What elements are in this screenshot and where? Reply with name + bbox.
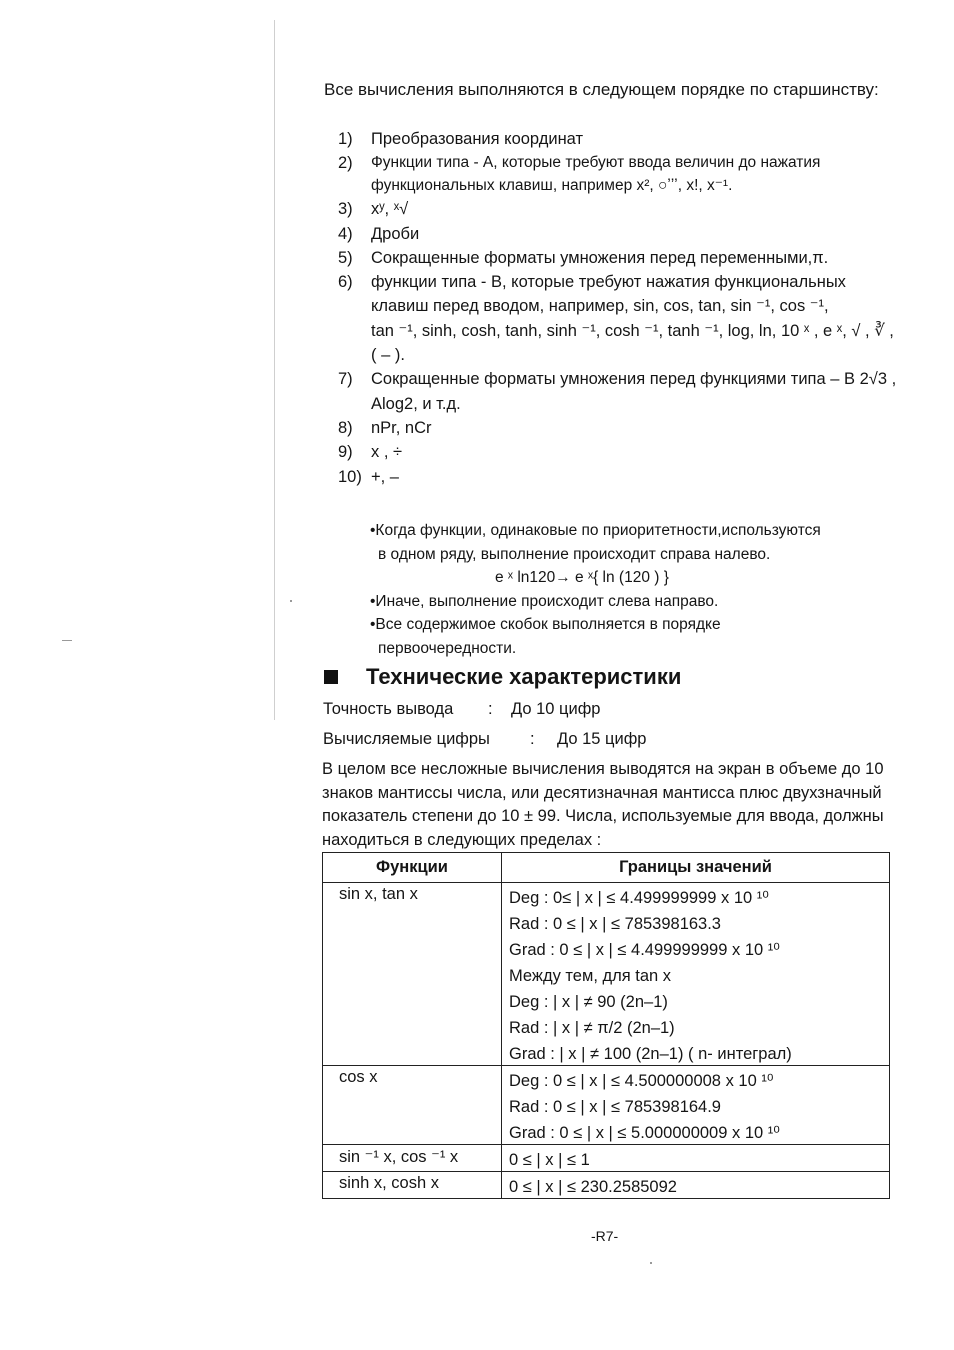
item-number: 5) (338, 248, 353, 267)
item-text: nPr, nCr (371, 418, 432, 437)
range-line: Grad : | x | ≠ 100 (2n–1) ( n- интеграл) (509, 1045, 792, 1063)
function-cell: sinh x, cosh x (323, 1172, 502, 1199)
function-cell: sin x, tan x (323, 883, 502, 1066)
spec-separator: : (530, 730, 535, 748)
intro-text: Все вычисления выполняются в следующем порядке по старшинству: (324, 80, 879, 99)
scan-artifact (62, 640, 72, 641)
note-text: первоочередности. (378, 639, 517, 657)
column-header: Функции (323, 853, 502, 883)
item-number: 3) (338, 200, 353, 219)
spec-value: До 15 цифр (557, 730, 647, 748)
item-number: 2) (338, 154, 353, 173)
item-number: 7) (338, 370, 353, 389)
item-text: x , ÷ (371, 443, 403, 462)
range-cell (502, 1172, 890, 1199)
item-text: Преобразования координат (371, 130, 584, 148)
item-number: 9) (338, 443, 353, 462)
item-text: функции типа - В, которые требуют нажатия функциональных клавиш перед вводом, например, sin, cos, tan, sin ⁻¹, cos ⁻¹, (371, 273, 846, 316)
list-item (338, 367, 898, 416)
note-text: в одном ряду, выполнение происходит справа налево. (378, 545, 771, 563)
list-item (338, 416, 898, 440)
list-item (338, 270, 898, 319)
section-title: Технические характеристики (366, 664, 682, 689)
value-limits-table (322, 852, 890, 1199)
precedence-list (338, 127, 898, 489)
scan-artifact (650, 1262, 652, 1264)
scan-artifact (290, 600, 292, 602)
column-header: Границы значений (502, 853, 890, 883)
range-line: 0 ≤ | x | ≤ 230.2585092 (509, 1178, 677, 1196)
list-item (338, 465, 898, 489)
range-line: Deg : | x | ≠ 90 (2n–1) (509, 993, 668, 1011)
note-text: •Когда функции, одинаковые по приоритетности,используются (370, 522, 821, 539)
scan-artifact (274, 20, 275, 720)
note-text: •Все содержимое скобок выполняется в порядке (370, 616, 721, 633)
table-row (323, 1066, 890, 1145)
spec-separator: : (488, 700, 493, 718)
range-line: Rad : 0 ≤ | x | ≤ 785398163.3 (509, 915, 721, 933)
note-text: •Иначе, выполнение происходит слева направо. (370, 592, 719, 610)
range-line: Grad : 0 ≤ | x | ≤ 5.000000009 x 10 ¹⁰ (509, 1124, 780, 1142)
item-number: 1) (338, 130, 353, 148)
section-heading (324, 664, 681, 690)
item-text: Сокращенные форматы умножения перед функциями типа – B 2√3 , Alog2, и т.д. (371, 370, 897, 413)
range-line: Между тем, для tan x (509, 967, 672, 985)
list-item (338, 246, 898, 270)
list-item (338, 319, 898, 368)
list-item (338, 151, 898, 197)
range-cell (502, 1066, 890, 1145)
range-line: 0 ≤ | x | ≤ 1 (509, 1151, 590, 1169)
spec-value: До 10 цифр (511, 700, 601, 718)
table-row (323, 1145, 890, 1172)
list-item (338, 440, 898, 464)
item-number: 8) (338, 418, 353, 437)
item-text: Сокращенные форматы умножения перед переменными,π. (371, 248, 829, 267)
range-cell (502, 1145, 890, 1172)
example-formula: e ˣ ln120→ e ˣ{ ln (120 ) } (495, 569, 669, 586)
item-number: 6) (338, 273, 353, 292)
table-row (323, 1172, 890, 1199)
item-text: +, – (371, 467, 399, 486)
list-item (338, 127, 898, 151)
range-line: Grad : 0 ≤ | x | ≤ 4.499999999 x 10 ¹⁰ (509, 941, 780, 959)
item-text: Дроби (371, 224, 420, 243)
item-number: 4) (338, 224, 353, 243)
spec-label: Точность вывода (323, 700, 454, 718)
range-cell (502, 883, 890, 1066)
table-header-row (323, 853, 890, 883)
input-range-paragraph: В целом все несложные вычисления выводятся на экран в объеме до 10 знаков мантиссы числа, или десятизначная мантисса плюс двухзначный показатель степени до 10 ± 99. Числа, используемые для ввода, должны находиться в следующих пределах : (322, 760, 884, 849)
function-cell: cos x (323, 1066, 502, 1145)
range-line: Rad : 0 ≤ | x | ≤ 785398164.9 (509, 1098, 721, 1116)
square-bullet-icon (324, 670, 338, 684)
precedence-notes (370, 519, 890, 660)
spec-label: Вычисляемые цифры (323, 730, 490, 748)
function-cell: sin ⁻¹ x, cos ⁻¹ x (323, 1145, 502, 1172)
item-text: xʸ, ˣ√ (371, 200, 409, 219)
item-text: Функции типа - А, которые требуют ввода величин до нажатия функциональных клавиш, например x², ○ʼʼʼ, x!, x⁻¹. (371, 154, 821, 195)
item-number: 10) (338, 467, 362, 486)
table-row (323, 883, 890, 1066)
page-number: -R7- (591, 1228, 619, 1244)
range-line: Rad : | x | ≠ π/2 (2n–1) (509, 1019, 675, 1037)
list-item (338, 222, 898, 246)
range-line: Deg : 0≤ | x | ≤ 4.499999999 x 10 ¹⁰ (509, 889, 769, 907)
list-item (338, 197, 898, 221)
range-line: Deg : 0 ≤ | x | ≤ 4.500000008 x 10 ¹⁰ (509, 1072, 774, 1090)
item-text: tan ⁻¹, sinh, cosh, tanh, sinh ⁻¹, cosh ⁻¹, tanh ⁻¹, log, ln, 10 ˣ , e ˣ, √ , ∛ , ( – ). (371, 321, 894, 365)
